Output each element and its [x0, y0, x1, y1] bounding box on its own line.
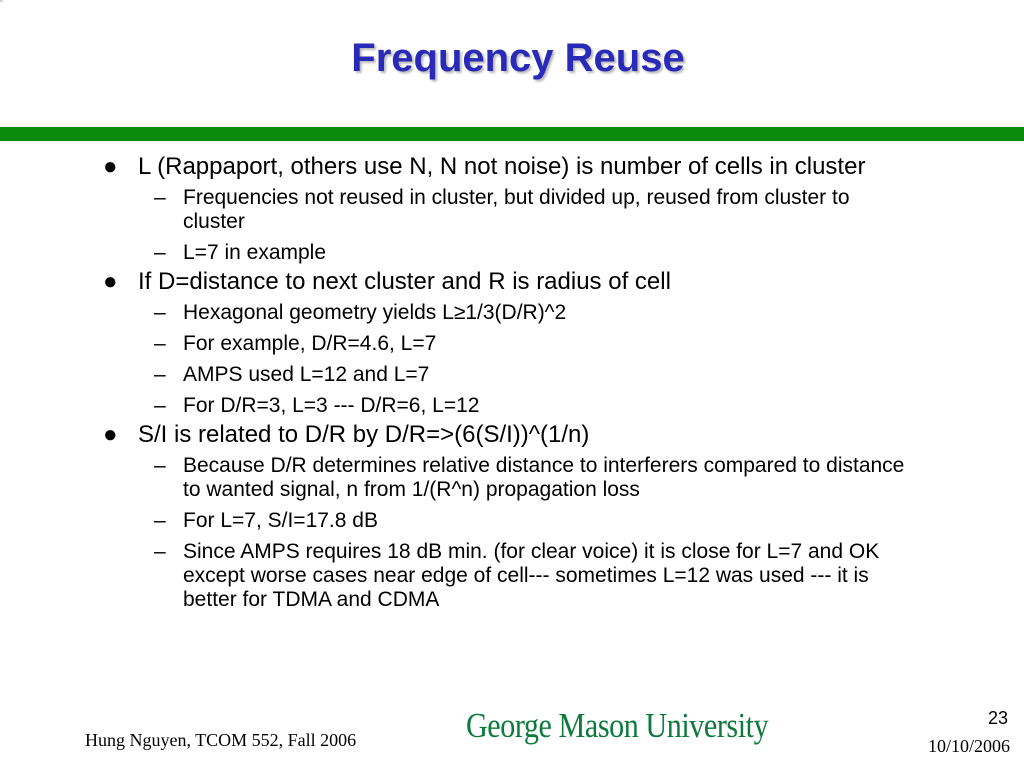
bullet-text: L (Rappaport, others use N, N not noise) is number of cells in cluster — [138, 153, 866, 180]
bullet-item — [103, 153, 928, 180]
bullet-item — [103, 421, 928, 448]
sub-bullet-text: Frequencies not reused in cluster, but divided up, reused from cluster to cluster — [183, 186, 850, 233]
footer-author: Hung Nguyen, TCOM 552, Fall 2006 — [85, 730, 357, 750]
footer-date: 10/10/2006 — [927, 736, 1010, 756]
dash-icon: – — [154, 540, 166, 563]
sub-bullet-item — [154, 241, 913, 265]
dash-icon: – — [154, 332, 166, 355]
dash-icon: – — [154, 241, 166, 264]
sub-bullet-item — [154, 332, 913, 356]
bullet-text: If D=distance to next cluster and R is radius of cell — [138, 268, 671, 295]
dash-icon: – — [154, 186, 166, 209]
sub-bullet-text: For example, D/R=4.6, L=7 — [183, 332, 437, 355]
corner-mark: ˚ — [0, 0, 4, 11]
dash-icon: – — [154, 394, 166, 417]
sub-bullet-text: Since AMPS requires 18 dB min. (for clear voice) it is close for L=7 and OK except worse cases near edge of cell--- sometimes L=12 was used --- it is better for TDMA and CDMA — [183, 540, 880, 611]
slide-content — [0, 150, 1024, 612]
bullet-icon: ● — [103, 268, 118, 295]
title-divider — [0, 127, 1024, 141]
bullet-icon: ● — [103, 421, 118, 448]
sub-bullet-text: For D/R=3, L=3 --- D/R=6, L=12 — [183, 394, 480, 417]
sub-bullet-item — [154, 301, 913, 325]
dash-icon: – — [154, 363, 166, 386]
bullet-item — [103, 268, 928, 295]
sub-bullet-text: For L=7, S/I=17.8 dB — [183, 509, 378, 532]
sub-bullet-text: Hexagonal geometry yields L≥1/3(D/R)^2 — [183, 301, 567, 324]
sub-bullet-item — [154, 540, 913, 612]
dash-icon: – — [154, 509, 166, 532]
sub-bullet-item — [154, 509, 913, 533]
bullet-icon: ● — [103, 153, 118, 180]
slide-title: Frequency Reuse — [351, 36, 685, 80]
sub-bullet-item — [154, 363, 913, 387]
sub-bullet-text: Because D/R determines relative distance to interferers compared to distance to wanted signal, n from 1/(R^n) propagation loss — [183, 454, 905, 501]
sub-bullet-item — [154, 186, 913, 234]
sub-bullet-text: AMPS used L=12 and L=7 — [183, 363, 430, 386]
bullet-text: S/I is related to D/R by D/R=>(6(S/I))^(1/n) — [138, 421, 590, 448]
sub-bullet-text: L=7 in example — [183, 241, 327, 264]
university-logo: George Mason University — [466, 706, 769, 745]
sub-bullet-item — [154, 394, 913, 418]
sub-bullet-item — [154, 454, 913, 502]
dash-icon: – — [154, 301, 166, 324]
page-number: 23 — [987, 708, 1008, 728]
dash-icon: – — [154, 454, 166, 477]
